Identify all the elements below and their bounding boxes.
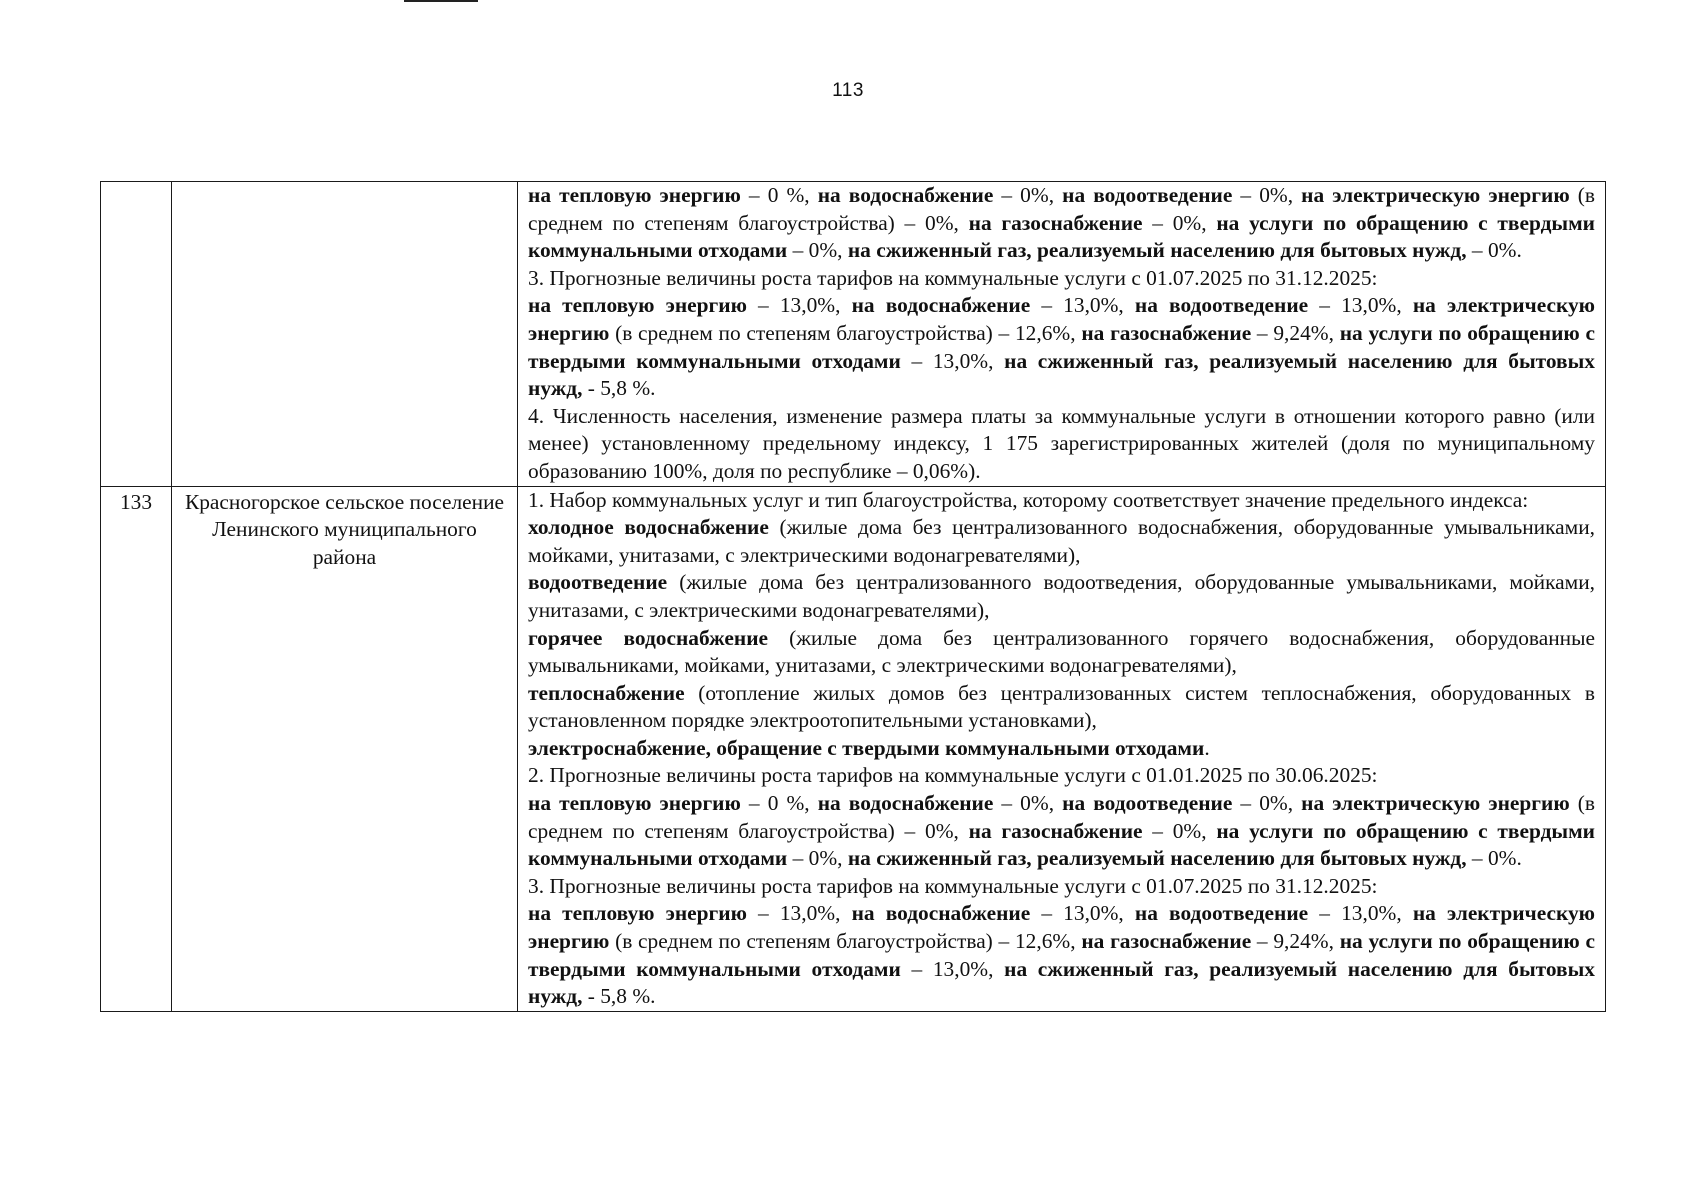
section-heading: 1. Набор коммунальных услуг и тип благоустройства, которому соответствует значение предельного индекса:	[528, 487, 1529, 512]
tariff-growth-paragraph: на тепловую энергию – 13,0%, на водоснабжение – 13,0%, на водоотведение – 13,0%, на электрическую энергию (в среднем по степеням благоустройства) – 12,6%, на газоснабжение – 9,24%, на услуги по обращению с твердыми коммунальными отходами – 13,0%, на сжиженный газ, реализуемый населению для бытовых нужд, - 5,8 %.	[528, 293, 1596, 401]
utility-item: теплоснабжение (отопление жилых домов без централизованных систем теплоснабжения, оборудованных в установленном порядке электроотопительными установками),	[528, 680, 1595, 733]
utility-item: холодное водоснабжение (жилые дома без централизованного водоснабжения, оборудованные умывальниками, мойками, унитазами, с электрическими водонагревателями),	[528, 515, 1595, 567]
section-heading: 2. Прогнозные величины роста тарифов на коммунальные услуги с 01.01.2025 по 30.06.2025:	[528, 763, 1378, 788]
row-number-cell: 133	[101, 486, 172, 1011]
section-heading: 3. Прогнозные величины роста тарифов на коммунальные услуги с 01.07.2025 по 31.12.2025:	[528, 265, 1378, 290]
population-paragraph: 4. Численность населения, изменение размера платы за коммунальные услуги в отношении которого равно (или менее) установленному предельному индексу, 1 175 зарегистрированных жителей (доля по муниципальному образованию 100%, доля по республике – 0,06%).	[528, 403, 1595, 483]
tariff-description-cell	[518, 182, 1606, 487]
top-rule	[404, 0, 478, 2]
utility-item: водоотведение (жилые дома без централизованного водоотведения, оборудованные умывальниками, мойками, унитазами, с электрическими водонагревателями),	[528, 570, 1595, 622]
table-row	[101, 182, 1606, 487]
section-heading: 3. Прогнозные величины роста тарифов на коммунальные услуги с 01.07.2025 по 31.12.2025:	[528, 873, 1378, 898]
utility-item: горячее водоснабжение (жилые дома без централизованного горячего водоснабжения, оборудованные умывальниками, мойками, унитазами, с электрическими водонагревателями),	[528, 625, 1595, 678]
tariff-growth-paragraph: на тепловую энергию – 13,0%, на водоснабжение – 13,0%, на водоотведение – 13,0%, на электрическую энергию (в среднем по степеням благоустройства) – 12,6%, на газоснабжение – 9,24%, на услуги по обращению с твердыми коммунальными отходами – 13,0%, на сжиженный газ, реализуемый населению для бытовых нужд, - 5,8 %.	[528, 901, 1596, 1009]
table-row	[101, 486, 1606, 1011]
tariff-description-cell	[518, 486, 1606, 1011]
row-number-cell	[101, 182, 172, 487]
tariff-growth-paragraph: на тепловую энергию – 0 %, на водоснабжение – 0%, на водоотведение – 0%, на электрическую энергию (в среднем по степеням благоустройства) – 0%, на газоснабжение – 0%, на услуги по обращению с твердыми коммунальными отходами – 0%, на сжиженный газ, реализуемый населению для бытовых нужд, – 0%.	[528, 791, 1595, 871]
utility-item: электроснабжение, обращение с твердыми коммунальными отходами.	[528, 735, 1210, 760]
municipality-name-cell: Красногорское сельское поселение Ленинского муниципального района	[172, 486, 518, 1011]
municipality-name-cell	[172, 182, 518, 487]
tariff-growth-paragraph: на тепловую энергию – 0 %, на водоснабжение – 0%, на водоотведение – 0%, на электрическую энергию (в среднем по степеням благоустройства) – 0%, на газоснабжение – 0%, на услуги по обращению с твердыми коммунальными отходами – 0%, на сжиженный газ, реализуемый населению для бытовых нужд, – 0%.	[528, 183, 1595, 263]
municipal-tariff-table	[100, 181, 1606, 1012]
page-number: 113	[832, 80, 864, 101]
